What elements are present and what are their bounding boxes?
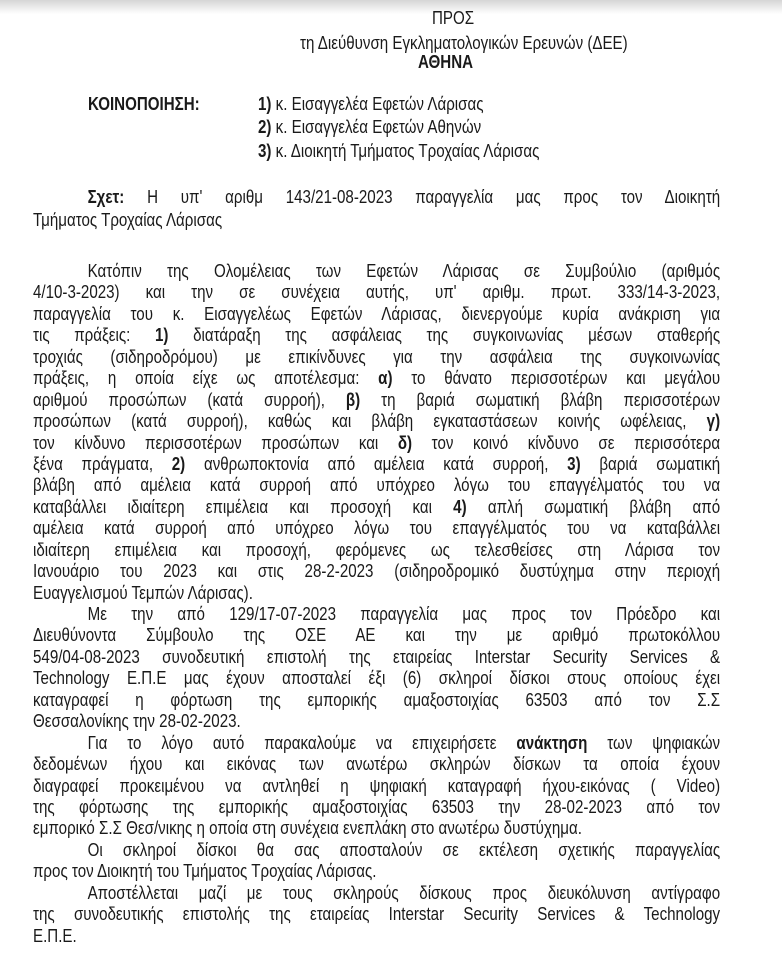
body-text: ανθρωποκτονία από αμέλεια κατά συρροή, (185, 453, 568, 474)
body-line (33, 261, 720, 282)
letter-body (33, 261, 782, 947)
cc-item-text: κ. Διοικητή Τμήματος Τροχαίας Λάρισας (271, 141, 540, 161)
body-text: των ψηφιακών (587, 732, 721, 753)
bold-marker: β) (345, 389, 361, 410)
body-line (33, 583, 720, 604)
body-text: τον κίνδυνο περισσοτέρων προσώπων και (33, 432, 398, 453)
cc-item-number: 1) (258, 94, 272, 114)
bold-marker: 3) (567, 453, 581, 474)
subject-line: Τμήματος Τροχαίας Λάρισας (33, 210, 223, 231)
bold-marker: 1) (155, 325, 169, 346)
body-line (33, 861, 720, 882)
body-text: αριθμού προσώπων (κατά συρροή), (33, 389, 346, 410)
body-line (33, 518, 720, 539)
body-text: Με την από 129/17-07-2023 παραγγελία μας προς τον Πρόεδρο και (87, 604, 721, 624)
body-text: εμπορικό Σ.Σ Θεσ/νικης η οποία στη συνέχεια ενεπλάκη στο ανωτέρω δυστύχημα. (33, 818, 582, 839)
body-text: Ιανουάριο του 2023 και στις 28-2-2023 (σιδηροδρομικό δυστύχημα στην περιοχή (33, 561, 721, 582)
body-line (33, 347, 720, 368)
body-text: προσώπων (κατά συρροή), καθώς και βλάβη εγκαταστάσεων κοινής ωφέλειας, (33, 411, 707, 432)
body-text: παραγγελία του κ. Εισαγγελέως Εφετών Λάρισας, διενεργούμε κυρία ανάκριση για (33, 303, 721, 324)
bold-marker: α) (378, 368, 393, 389)
body-text: Κατόπιν της Ολομέλειας των Εφετών Λάρισας σε Συμβούλιο (αριθμός (87, 261, 721, 281)
recipient: τη Διεύθυνση Εγκληματολογικών Ερευνών (ΔΕΕ) (300, 33, 628, 53)
body-line (33, 433, 720, 454)
body-line (33, 754, 720, 775)
body-text: 549/04-08-2023 συνοδευτική επιστολή της εταιρείας Interstar Security Services & (33, 646, 721, 667)
body-text: Ε.Π.Ε. (33, 925, 77, 946)
bold-marker: 2) (171, 453, 186, 474)
body-text: της φόρτωσης της εμπορικής αμαξοστοιχίας 63503 την 28-02-2023 από τον (33, 796, 721, 817)
body-text: ιδιαίτερη επιμέλεια και προσοχή, φερόμενες ως τελεσθείσες στη Λάρισα τον (33, 539, 721, 560)
body-text: Για το λόγο αυτό παρακαλούμε να επιχειρήσετε (87, 732, 517, 753)
subject (33, 187, 782, 232)
body-text: 4/10-3-2023) και την σε συνέχεια αυτής, υπ' αριθμ. πρωτ. 333/14-3-2023, (33, 282, 721, 303)
to-label: ΠΡΟΣ (432, 8, 475, 28)
body-line (33, 497, 720, 518)
body-line (33, 561, 720, 582)
body-text: τροχιάς (σιδηροδρόμου) με επικίνδυνες για την ασφάλεια της συγκοινωνίας (33, 346, 721, 367)
body-text: δεδομένων ήχου και εικόνας των ανωτέρω σκληρών δίσκων τα οποία έχουν (33, 754, 721, 775)
body-line (33, 840, 720, 861)
body-line (33, 904, 720, 925)
body-text: το θάνατο περισσοτέρων και μεγάλου (392, 368, 721, 389)
subject-label: Σχετ: (87, 187, 125, 207)
scan-top-shadow (0, 0, 782, 14)
recipient-city: ΑΘΗΝΑ (418, 52, 474, 72)
body-text: βαριά σωματική (580, 453, 721, 474)
cc-label: ΚΟΙΝΟΠΟΙΗΣΗ: (88, 94, 200, 114)
body-line (33, 304, 720, 325)
body-text: πράξεις, η οποία είχε ως αποτέλεσμα: (33, 368, 379, 389)
bold-marker: ανάκτηση (516, 732, 588, 753)
subject-line (33, 187, 720, 208)
body-text: βλάβη από αμέλεια κατά συρροή από υπόχρεο λόγω του επαγγέλματός του να (33, 475, 721, 496)
body-line (33, 411, 720, 432)
body-line (33, 604, 720, 625)
body-text: τις πράξεις: (33, 325, 156, 346)
body-line (33, 540, 720, 561)
body-line (33, 797, 720, 818)
body-text: Διευθύνοντα Σύμβουλο της ΟΣΕ ΑΕ και την με αριθμό πρωτοκόλλου (33, 625, 721, 646)
bold-marker: δ) (397, 432, 413, 453)
body-text: τον κοινό κίνδυνο σε περισσότερα (412, 432, 721, 453)
body-text: Technology Ε.Π.Ε μας έχουν αποσταλεί έξι (6) σκληροί δίσκοι στους οποίους έχει (33, 668, 721, 689)
body-text: αμέλεια κατά συρροή από υπόχρεο λόγω του επαγγέλματός του να καταβάλλει (33, 518, 721, 539)
body-line (33, 883, 720, 904)
cc-item-number: 3) (258, 141, 272, 161)
cc-item-text: κ. Εισαγγελέα Εφετών Λάρισας (271, 94, 484, 114)
cc-item-number: 2) (258, 117, 272, 137)
bold-marker: γ) (706, 411, 721, 432)
body-line (33, 647, 720, 668)
body-text: Αποστέλλεται μαζί με τους σκληρούς δίσκους προς διευκόλυνση αντίγραφο (87, 882, 721, 903)
body-line (33, 475, 720, 496)
body-line (33, 818, 720, 839)
bold-marker: 4) (453, 496, 467, 517)
body-text: απλή σωματική βλάβη από (466, 496, 721, 517)
body-text: τη βαριά σωματική βλάβη περισσοτέρων (360, 389, 721, 410)
body-line (33, 926, 720, 947)
body-line (33, 368, 720, 389)
body-text: διαγραφεί προκειμένου να αντληθεί η ψηφιακή καταγραφή ήχου-εικόνας ( Video) (33, 775, 721, 796)
body-text: διατάραξη της ασφάλειας της συγκοινωνίας μέσων σταθερής (168, 325, 721, 346)
body-line (33, 282, 720, 303)
body-line (33, 325, 720, 346)
body-line (33, 390, 720, 411)
cc-item-text: κ. Εισαγγελέα Εφετών Αθηνών (271, 117, 482, 137)
subject-text: Η υπ' αριθμ 143/21-08-2023 παραγγελία μας προς τον Διοικητή (124, 187, 721, 207)
body-line (33, 454, 720, 475)
body-line (33, 711, 720, 732)
body-text: Ευαγγελισμού Τεμπών Λάρισας). (33, 582, 253, 603)
body-text: προς τον Διοικητή του Τμήματος Τροχαίας Λάρισας. (33, 861, 377, 882)
body-line (33, 776, 720, 797)
cc-item (258, 117, 481, 138)
body-text: καταγραφεί η φόρτωση της εμπορικής αμαξοστοιχίας 63503 από τον Σ.Σ (33, 689, 721, 710)
body-line (33, 625, 720, 646)
body-line (33, 690, 720, 711)
body-text: καταβάλλει ιδιαίτερη επιμέλεια και προσοχή και (33, 496, 454, 517)
body-line (33, 733, 720, 754)
body-text: της συνοδευτικής επιστολής της εταιρείας Interstar Security Services & Technology (33, 904, 721, 925)
body-text: Θεσσαλονίκης την 28-02-2023. (33, 711, 241, 732)
cc-item (258, 141, 539, 162)
body-text: Οι σκληροί δίσκοι θα σας αποσταλούν σε εκτέλεση σχετικής παραγγελίας (87, 839, 721, 860)
cc-item (258, 94, 484, 115)
body-line (33, 668, 720, 689)
body-text: ξένα πράγματα, (33, 453, 172, 474)
